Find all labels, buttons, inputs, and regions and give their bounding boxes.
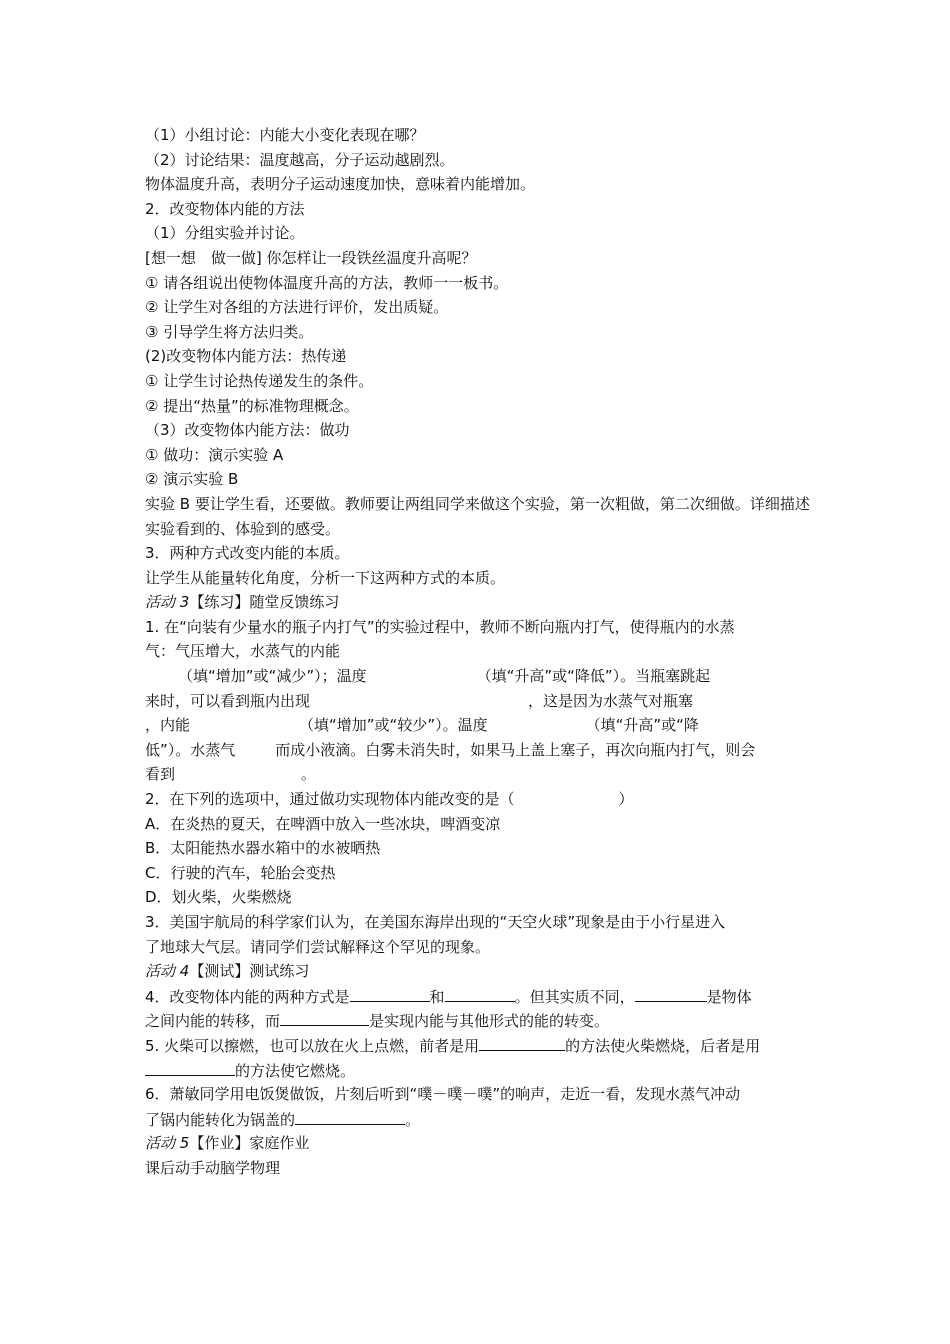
- text-line: （2）讨论结果：温度越高，分子运动越剧烈。: [145, 150, 455, 169]
- text-line: （1）小组讨论：内能大小变化表现在哪？: [145, 126, 425, 144]
- question-text: 。: [405, 1110, 421, 1129]
- question-text: 之间内能的转移，而: [145, 1012, 281, 1031]
- question-1-line: [145, 689, 810, 714]
- question-3-line: 了地球大气层。请同学们尝试解释这个罕见的现象。: [145, 937, 491, 956]
- text-line: ① 做功：演示实验 A: [145, 445, 284, 464]
- text-line: （1）分组实验并讨论。: [145, 224, 305, 243]
- question-2-stem: [145, 787, 810, 812]
- question-text: 来时，可以看到瓶内出现: [145, 691, 311, 710]
- question-text: 了锅内能转化为锅盖的: [145, 1110, 296, 1129]
- text-line: 课后动手动脑学物理: [145, 1158, 281, 1177]
- question-text: 2．在下列的选项中，通过做功实现物体内能改变的是（: [145, 790, 515, 809]
- text-line: ① 请各组说出使物体温度升高的方法，教师一一板书。: [145, 273, 509, 292]
- question-text: 低”）。水蒸气: [145, 740, 236, 759]
- text-line: (2)改变物体内能方法：热传递: [145, 347, 347, 366]
- activity-heading: [145, 1131, 810, 1156]
- question-1-line: 气：气压增大，水蒸气的内能: [145, 642, 341, 661]
- option-b: B．太阳能热水器水箱中的水被晒热: [145, 839, 381, 858]
- text-line: [想一想 做一做] 你怎样让一段铁丝温度升高呢？: [145, 248, 477, 267]
- question-text: （填“升高”或“降: [585, 716, 699, 735]
- question-text: （填“增加”或“较少”）。温度: [299, 716, 488, 735]
- activity-heading: [145, 959, 810, 984]
- question-4-line: [145, 1008, 810, 1033]
- question-text: 4．改变物体内能的两种方式是: [145, 987, 350, 1006]
- answer-blank: [350, 984, 430, 1002]
- question-5-line: [145, 1033, 810, 1058]
- question-1-line: [145, 713, 810, 738]
- text-line: ③ 引导学生将方法归类。: [145, 322, 314, 341]
- question-1-line: 1. 在“向装有少量水的瓶子内打气”的实验过程中，教师不断向瓶内打气，使得瓶内的水蒸: [145, 617, 735, 636]
- answer-blank: [145, 1058, 235, 1076]
- option-a: A．在炎热的夏天，在啤酒中放入一些冰块，啤酒变凉: [145, 814, 501, 833]
- answer-blank: [445, 984, 515, 1002]
- answer-blank: [295, 1107, 405, 1125]
- question-text: ，这是因为水蒸气对瓶塞: [528, 691, 694, 710]
- question-text: 5. 火柴可以擦燃，也可以放在火上点燃，前者是用: [145, 1036, 480, 1055]
- question-text: 。但其实质不同，: [514, 987, 635, 1006]
- question-1-line: [145, 664, 810, 689]
- paragraph: 实验 B 要让学生看，还要做。教师要让两组同学来做这个实验，第一次粗做，第二次细做。详细描述实验看到的、体验到的感受。: [145, 494, 810, 538]
- section-heading: 3．两种方式改变内能的本质。: [145, 544, 350, 563]
- question-text: 是实现内能与其他形式的能的转变。: [369, 1012, 610, 1031]
- question-text: ）: [618, 790, 634, 809]
- option-c: C．行驶的汽车，轮胎会变热: [145, 863, 336, 882]
- text-line: 物体温度升高，表明分子运动速度加快，意味着内能增加。: [145, 175, 536, 194]
- text-line: ② 演示实验 B: [145, 470, 239, 489]
- text-line: （3）改变物体内能方法：做功: [145, 421, 350, 440]
- question-text: 和: [429, 987, 445, 1006]
- activity-title: 活动 4: [145, 962, 190, 981]
- question-1-line: [145, 738, 810, 763]
- text-line: ② 让学生对各组的方法进行评价，发出质疑。: [145, 298, 449, 317]
- question-3-line: 3．美国宇航局的科学家们认为，在美国东海岸出现的“天空火球”现象是由于小行星进入: [145, 913, 726, 931]
- question-6-line: 6．萧敏同学用电饭煲做饭，片刻后听到“噗－噗－噗”的响声，走近一看，发现水蒸气冲动: [145, 1085, 741, 1104]
- document-page: [145, 123, 810, 1181]
- activity-heading: [145, 590, 810, 615]
- question-text: 的方法使火柴燃烧，后者是用: [565, 1036, 761, 1055]
- question-5-line: [145, 1058, 810, 1083]
- text-line: ① 让学生讨论热传递发生的条件。: [145, 371, 374, 390]
- question-text: 而成小液滴。白雾未消失时，如果马上盖上塞子，再次向瓶内打气，则会: [275, 740, 756, 759]
- question-4-line: [145, 984, 810, 1009]
- activity-tag: 【测试】测试练习: [189, 962, 310, 981]
- question-text: （填“升高”或“降低”）。当瓶塞跳起: [476, 667, 711, 686]
- answer-blank: [280, 1008, 369, 1026]
- question-6-line: [145, 1107, 810, 1132]
- question-text: 的方法使它燃烧。: [235, 1061, 356, 1080]
- question-text: 是物体: [706, 987, 752, 1006]
- question-text: ，内能: [145, 716, 191, 735]
- option-d: D．划火柴，火柴燃烧: [145, 888, 292, 907]
- question-text: （填“增加”或“减少”）；温度: [178, 667, 367, 686]
- activity-tag: 【作业】家庭作业: [189, 1134, 310, 1153]
- question-1-line: [145, 762, 810, 787]
- activity-title: 活动 3: [145, 593, 190, 612]
- activity-title: 活动 5: [145, 1134, 190, 1153]
- question-text: 看到: [145, 765, 176, 784]
- text-line: 让学生从能量转化角度，分析一下这两种方式的本质。: [145, 568, 506, 587]
- text-line: ② 提出“热量”的标准物理概念。: [145, 396, 359, 415]
- section-heading: 2．改变物体内能的方法: [145, 199, 305, 218]
- activity-tag: 【练习】随堂反馈练习: [189, 593, 340, 612]
- answer-blank: [479, 1033, 565, 1051]
- question-text: 。: [301, 765, 317, 784]
- answer-blank: [635, 984, 707, 1002]
